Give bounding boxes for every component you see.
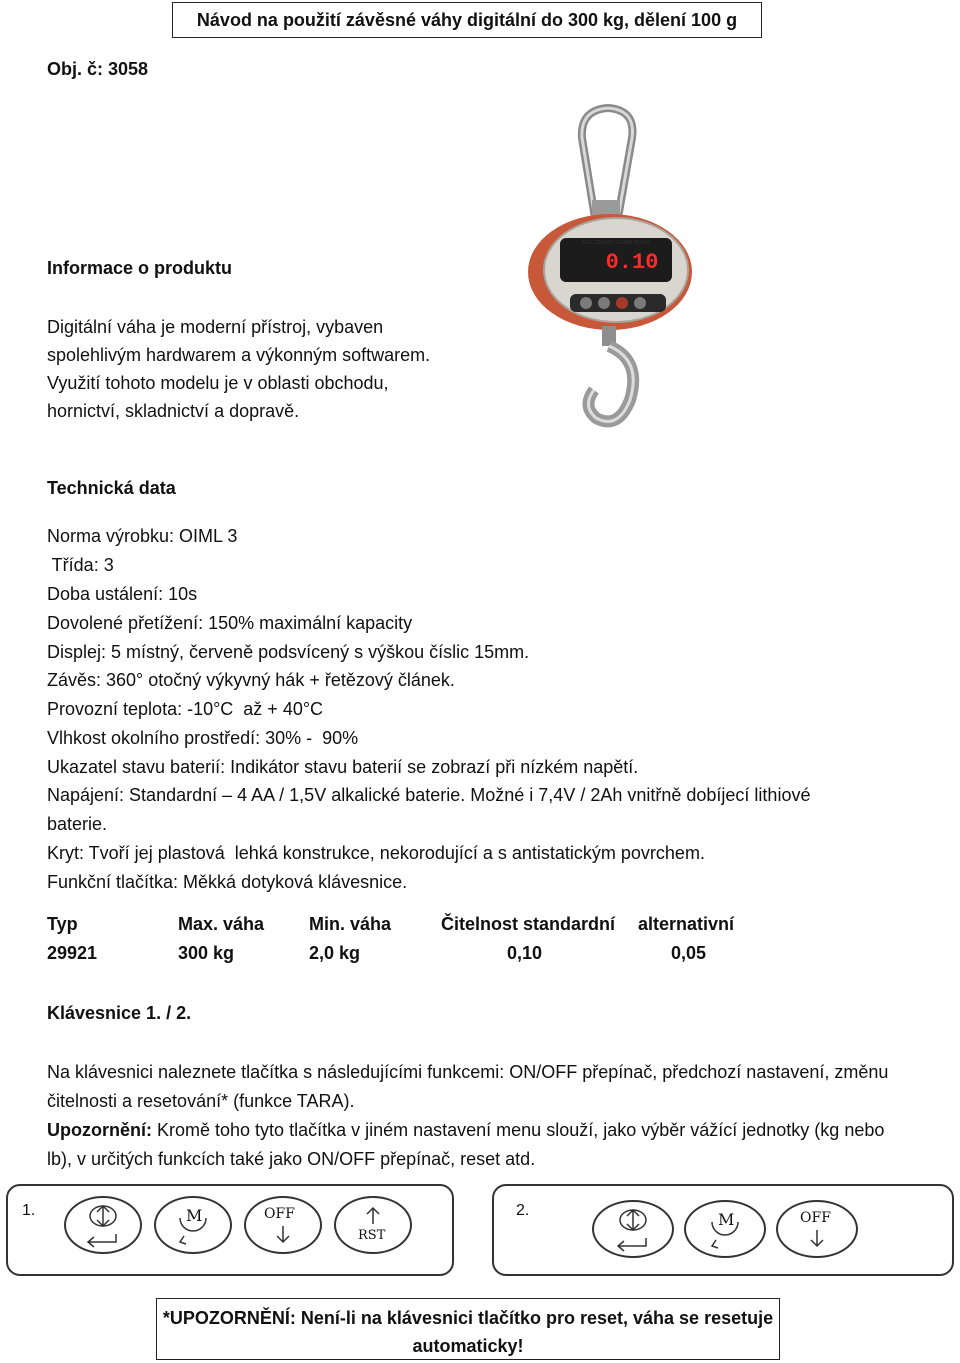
spec-table-header-row [47, 914, 767, 943]
rotate-icon [156, 1198, 230, 1252]
keyboard-warning [47, 1116, 897, 1174]
keyboard-heading: Klávesnice 1. / 2. [47, 1003, 192, 1023]
mode-button[interactable] [154, 1196, 232, 1254]
panel-number: 2. [516, 1202, 530, 1219]
spec-header-cell: Min. váha [309, 914, 392, 934]
keyboard-paragraph: Na klávesnici naleznete tlačítka s následujícími funkcemi: ON/OFF přepínač, předchozí nastavení, změnu čitelnosti a resetování* (funkce TARA). [47, 1062, 889, 1111]
product-info-line: hornictví, skladnictví a dopravě. [47, 401, 300, 421]
tech-line: baterie. [47, 814, 108, 834]
mode-button[interactable] [684, 1200, 766, 1258]
order-number: Obj. č: 3058 [47, 59, 149, 79]
down-arrow-icon [778, 1202, 856, 1256]
product-info-line: Využití tohoto modelu je v oblasti obchodu, [47, 373, 389, 393]
tech-line: Ukazatel stavu baterií: Indikátor stavu baterií se zobrazí při nízkém napětí. [47, 757, 639, 777]
mode-label: M [718, 1210, 735, 1229]
spec-table-row [47, 943, 767, 972]
tech-line: Funkční tlačítka: Měkká dotyková klávesnice. [47, 872, 408, 892]
document-title: Návod na použití závěsné váhy digitální do 300 kg, dělení 100 g [172, 2, 762, 38]
tech-line: Doba ustálení: 10s [47, 584, 198, 604]
spec-cell: 0,10 [507, 943, 543, 963]
tech-line: Napájení: Standardní – 4 AA / 1,5V alkalické baterie. Možné i 7,4V / 2Ah vnitřně dobíjecí lithiové [47, 785, 811, 805]
tech-line: Vlhkost okolního prostředí: 30% - 90% [47, 728, 359, 748]
set-enter-button[interactable] [64, 1196, 142, 1254]
panel-number: 1. [22, 1202, 36, 1219]
enter-arrows-icon [66, 1198, 140, 1252]
tech-data-heading: Technická data [47, 478, 176, 498]
product-info-heading: Informace o produktu [47, 258, 233, 278]
product-info-line: spolehlivým hardwarem a výkonným softwarem. [47, 345, 431, 365]
spec-table [47, 914, 767, 972]
down-arrow-icon [246, 1198, 320, 1252]
footer-warning: *UPOZORNĚNÍ: Není-li na klávesnici tlačítko pro reset, váha se resetuje automaticky! [156, 1298, 780, 1360]
off-button[interactable] [244, 1196, 322, 1254]
crane-scale-image [520, 100, 700, 440]
mode-label: M [186, 1206, 203, 1225]
keyboard-panel-2 [492, 1184, 954, 1276]
spec-cell: 2,0 kg [309, 943, 361, 963]
spec-header-cell: Max. váha [178, 914, 265, 934]
spec-header-cell: alternativní [638, 914, 735, 934]
product-info-line: Digitální váha je moderní přístroj, vybaven [47, 317, 384, 337]
tech-line: Třída: 3 [47, 555, 114, 575]
scale-brand-text: ELECTRONIC CRANE SCALE [581, 240, 651, 246]
off-label: OFF [264, 1206, 295, 1222]
up-arrow-icon [336, 1198, 410, 1252]
rotate-icon [686, 1202, 764, 1256]
enter-arrows-icon [594, 1202, 672, 1256]
spec-cell: 300 kg [178, 943, 235, 963]
reset-button[interactable] [334, 1196, 412, 1254]
spec-header-cell: Typ [47, 914, 78, 934]
warning-label: Upozornění: [47, 1120, 152, 1140]
tech-line: Kryt: Tvoří jej plastová lehká konstrukce, nekorodující a s antistatickým povrchem. [47, 843, 705, 863]
tech-line: Dovolené přetížení: 150% maximální kapacity [47, 613, 413, 633]
keyboard-panel-1 [6, 1184, 454, 1276]
warning-text: Kromě toho tyto tlačítka v jiném nastavení menu slouží, jako výběr vážící jednotky (kg nebo lb), v určitých funkcích také jako ON/OFF přepínač, reset atd. [47, 1120, 885, 1169]
off-button[interactable] [776, 1200, 858, 1258]
set-enter-button[interactable] [592, 1200, 674, 1258]
off-label: OFF [800, 1210, 831, 1226]
spec-cell: 0,05 [671, 943, 707, 963]
spec-cell: 29921 [47, 943, 98, 963]
spec-header-cell: Čitelnost standardní [441, 914, 616, 934]
tech-line: Provozní teplota: -10°C až + 40°C [47, 699, 324, 719]
reset-label: RST [358, 1228, 386, 1243]
tech-line: Displej: 5 místný, červeně podsvícený s výškou číslic 15mm. [47, 642, 530, 662]
tech-line: Norma výrobku: OIML 3 [47, 526, 238, 546]
tech-line: Závěs: 360° otočný výkyvný hák + řetězový článek. [47, 670, 455, 690]
scale-display-value: 0.10 [605, 250, 659, 275]
